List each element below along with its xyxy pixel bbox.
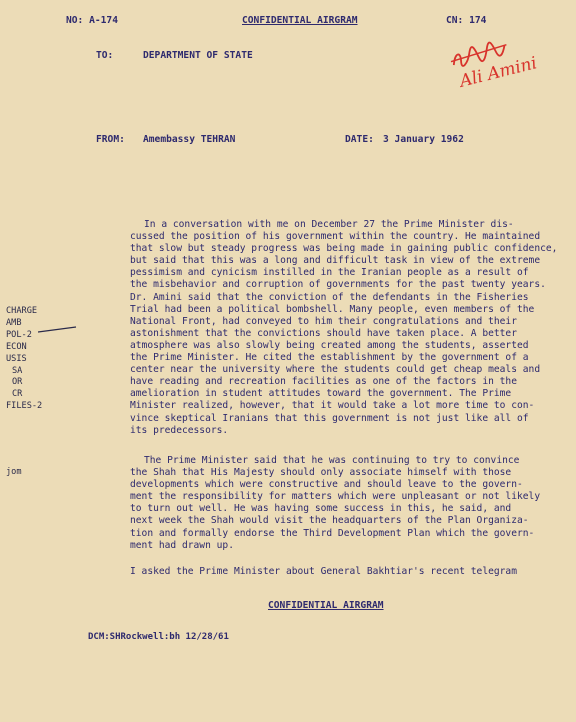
routing-item: OR — [12, 377, 23, 388]
routing-item: POL-2 — [6, 329, 32, 340]
routing-item: USIS — [6, 353, 27, 364]
text-line: that slow but steady progress was being made in gaining public confidence, — [130, 243, 558, 255]
routing-item: AMB — [6, 317, 22, 328]
text-line: to turn out well. He was having some success in this, he said, and — [130, 503, 512, 515]
text-line: pessimism and cynicism instilled in the Iranian people as a result of — [130, 267, 529, 279]
routing-item: ECON — [6, 341, 27, 352]
text-line: Trial had been a political bombshell. Many people, even members of the — [130, 303, 535, 315]
text-line: Dr. Amini said that the conviction of the defendants in the Fisheries — [130, 291, 529, 303]
text-line: cussed the position of his government within the country. He maintained — [130, 231, 541, 243]
text-line: I asked the Prime Minister about General Bakhtiar's recent telegram — [130, 566, 517, 577]
from-sender: Amembassy TEHRAN — [143, 134, 236, 145]
airgram-number: NO: A-174 — [66, 15, 118, 26]
routing-item: CHARGE — [6, 306, 38, 316]
paragraph-3 — [130, 566, 542, 578]
text-line: ment had drawn up. — [130, 539, 234, 551]
date-label: DATE: — [345, 134, 374, 145]
text-line: the Prime Minister. He cited the establishment by the government of a — [130, 352, 529, 364]
text-line: developments which were constructive and should leave to the govern- — [130, 479, 523, 491]
cn-number: CN: 174 — [446, 15, 487, 26]
typist-initials: jom — [6, 467, 22, 477]
text-line: In a conversation with me on December 27 the Prime Minister dis- — [144, 219, 514, 230]
text-line: astonishment that the convictions should have taken place. A better — [130, 327, 517, 339]
text-line: atmosphere was also slowly being created among the students, asserted — [130, 339, 529, 351]
footer-classification: CONFIDENTIAL AIRGRAM — [268, 600, 384, 611]
text-line: but said that this was a long and difficult task in view of the extreme — [130, 255, 541, 267]
text-line: ment the responsibility for matters which were unpleasant or not likely — [130, 491, 541, 503]
document-title: CONFIDENTIAL AIRGRAM — [242, 15, 358, 26]
routing-item: SA — [12, 365, 23, 376]
text-line: tion and formally endorse the Third Development Plan which the govern- — [130, 527, 535, 539]
drafter-line: DCM:SHRockwell:bh 12/28/61 — [88, 632, 229, 642]
text-line: The Prime Minister said that he was continuing to try to convince — [144, 455, 520, 466]
text-line: the misbehavior and corruption of governments for the past twenty years. — [130, 279, 546, 291]
pen-mark — [38, 326, 78, 334]
text-line: Minister realized, however, that it would take a lot more time to con- — [130, 400, 535, 412]
text-line: vince skeptical Iranians that this government is not just like all of — [130, 412, 529, 424]
to-recipient: DEPARTMENT OF STATE — [143, 50, 253, 61]
to-label: TO: — [96, 50, 114, 61]
text-line: amelioration in student attitudes toward the government. The Prime — [130, 388, 512, 400]
routing-item: CR — [12, 389, 23, 400]
text-line: center near the university where the students could get cheap meals and — [130, 364, 541, 376]
paragraph-2 — [130, 455, 542, 552]
text-line: the Shah that His Majesty should only associate himself with those — [130, 467, 512, 479]
text-line: next week the Shah would visit the headquarters of the Plan Organiza- — [130, 515, 529, 527]
text-line: have reading and recreation facilities as one of the factors in the — [130, 376, 517, 388]
paragraph-1 — [130, 219, 558, 437]
text-line: its predecessors. — [130, 424, 229, 436]
routing-item: FILES-2 — [6, 401, 43, 412]
text-line: National Front, had conveyed to him their congratulations and their — [130, 315, 517, 327]
from-label: FROM: — [96, 134, 125, 145]
routing-list — [6, 306, 42, 413]
handwritten-name: Ali Amini — [457, 53, 539, 92]
date-value: 3 January 1962 — [383, 134, 464, 145]
handwritten-annotation — [448, 30, 539, 95]
